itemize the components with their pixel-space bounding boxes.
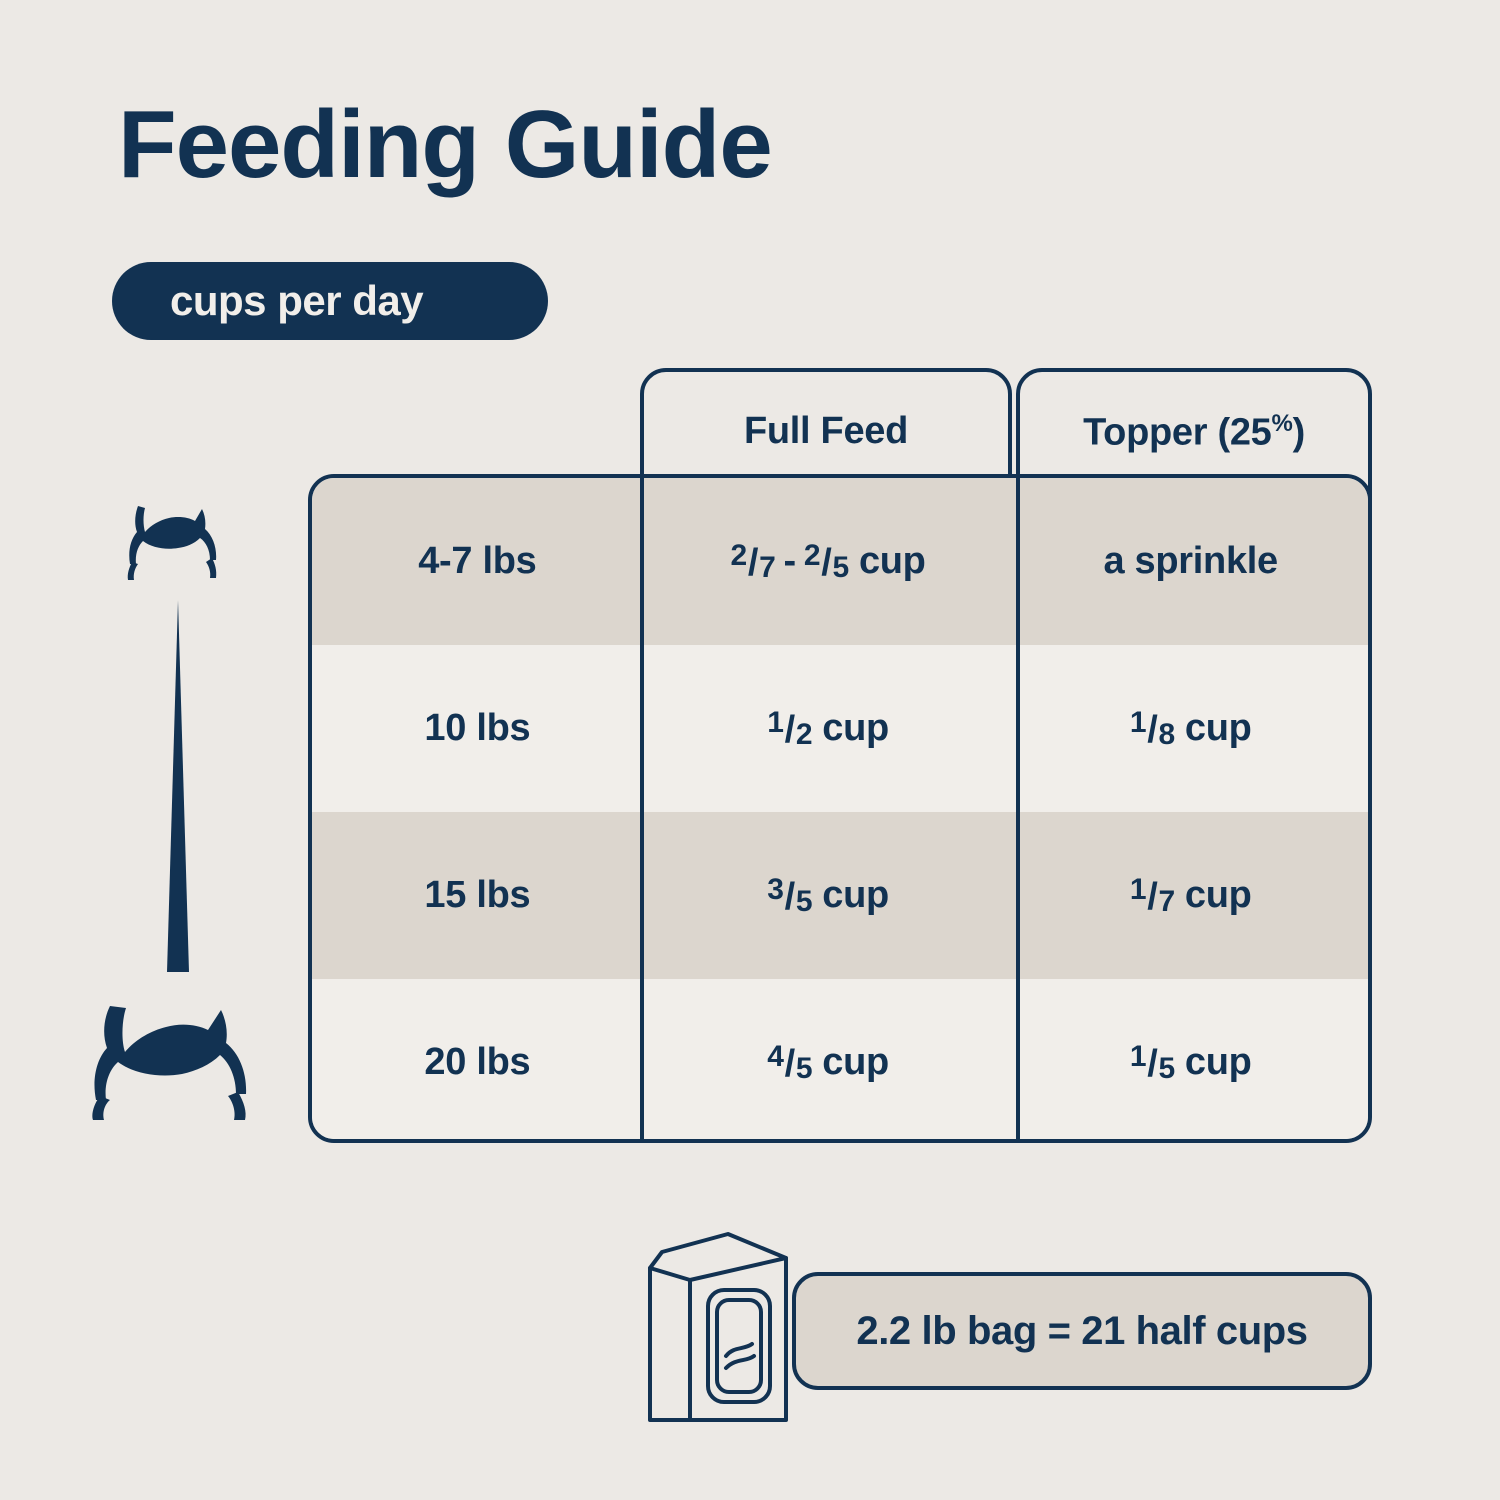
table-row <box>312 478 1368 645</box>
fraction-bar: / <box>747 541 759 584</box>
fraction-bar: / <box>1147 875 1158 918</box>
unit-label: cup <box>822 707 889 749</box>
denominator: 8 <box>1158 717 1175 751</box>
cat-walking-icon <box>88 992 258 1120</box>
numerator: 1 <box>1129 1039 1147 1073</box>
feeding-table <box>308 368 1372 1143</box>
cat-walking-icon <box>120 488 230 588</box>
numerator: 1 <box>1129 705 1147 739</box>
fraction-value <box>767 873 812 919</box>
denominator: 7 <box>759 550 776 584</box>
column-divider <box>1016 478 1020 1143</box>
numerator: 2 <box>730 538 747 572</box>
table-row <box>312 645 1368 812</box>
numerator: 1 <box>1129 872 1147 906</box>
denominator: 7 <box>1158 884 1175 918</box>
fraction-value <box>1130 1040 1175 1086</box>
size-scale-icon <box>155 600 201 980</box>
table-row <box>312 812 1368 979</box>
topper-header-label <box>1083 410 1305 455</box>
denominator: 2 <box>795 717 813 751</box>
full-feed-header-label: Full Feed <box>743 410 909 452</box>
cups-per-day-pill <box>112 262 548 340</box>
fraction-value <box>804 539 849 585</box>
bag-yield-note <box>792 1272 1372 1390</box>
cell-weight: 10 lbs <box>424 707 531 749</box>
cups-per-day-label: cups per day <box>170 277 424 324</box>
fraction-bar: / <box>784 708 795 751</box>
cell-full-feed <box>643 645 1014 812</box>
fraction-value <box>1130 873 1175 919</box>
table-row <box>312 979 1368 1143</box>
cell-topper <box>1013 645 1368 812</box>
food-bag-icon <box>628 1228 808 1428</box>
denominator: 5 <box>832 550 849 584</box>
feeding-table-body <box>308 474 1372 1143</box>
unit-label: cup <box>1184 1041 1252 1083</box>
fraction-bar: / <box>784 1042 795 1085</box>
cell-topper: a sprinkle <box>1103 540 1278 582</box>
cell-full-feed <box>643 812 1014 979</box>
cell-weight: 15 lbs <box>424 874 531 916</box>
cell-weight: 20 lbs <box>424 1041 531 1083</box>
fraction-value <box>1130 706 1175 752</box>
fraction-value <box>767 706 812 752</box>
unit-label: cup <box>1184 707 1252 749</box>
cell-topper <box>1013 812 1368 979</box>
topper-header-percent: % <box>1271 410 1293 437</box>
numerator: 3 <box>767 872 784 906</box>
denominator: 5 <box>795 1051 813 1085</box>
fraction-bar: / <box>821 541 832 584</box>
unit-label: cup <box>858 540 926 582</box>
bag-yield-label: 2.2 lb bag = 21 half cups <box>856 1308 1308 1353</box>
fraction-bar: / <box>1147 708 1158 751</box>
denominator: 5 <box>1158 1051 1175 1085</box>
fraction-value <box>730 539 775 585</box>
unit-label: cup <box>1184 874 1252 916</box>
cell-full-feed <box>643 979 1014 1143</box>
topper-header-base: Topper (25 <box>1083 411 1272 454</box>
fraction-bar: / <box>784 875 795 918</box>
numerator: 2 <box>803 538 821 572</box>
cell-weight: 4-7 lbs <box>418 540 537 582</box>
cell-full-feed <box>643 478 1014 645</box>
topper-header-close: ) <box>1292 411 1305 454</box>
numerator: 4 <box>767 1039 784 1073</box>
fraction-bar: / <box>1147 1042 1158 1085</box>
numerator: 1 <box>767 705 784 739</box>
column-divider <box>640 478 644 1143</box>
unit-label: cup <box>822 874 889 916</box>
cell-topper <box>1013 979 1368 1143</box>
range-separator: - <box>783 540 796 582</box>
fraction-value <box>767 1040 812 1086</box>
page-title: Feeding Guide <box>118 91 772 198</box>
unit-label: cup <box>822 1041 889 1083</box>
denominator: 5 <box>795 884 813 918</box>
